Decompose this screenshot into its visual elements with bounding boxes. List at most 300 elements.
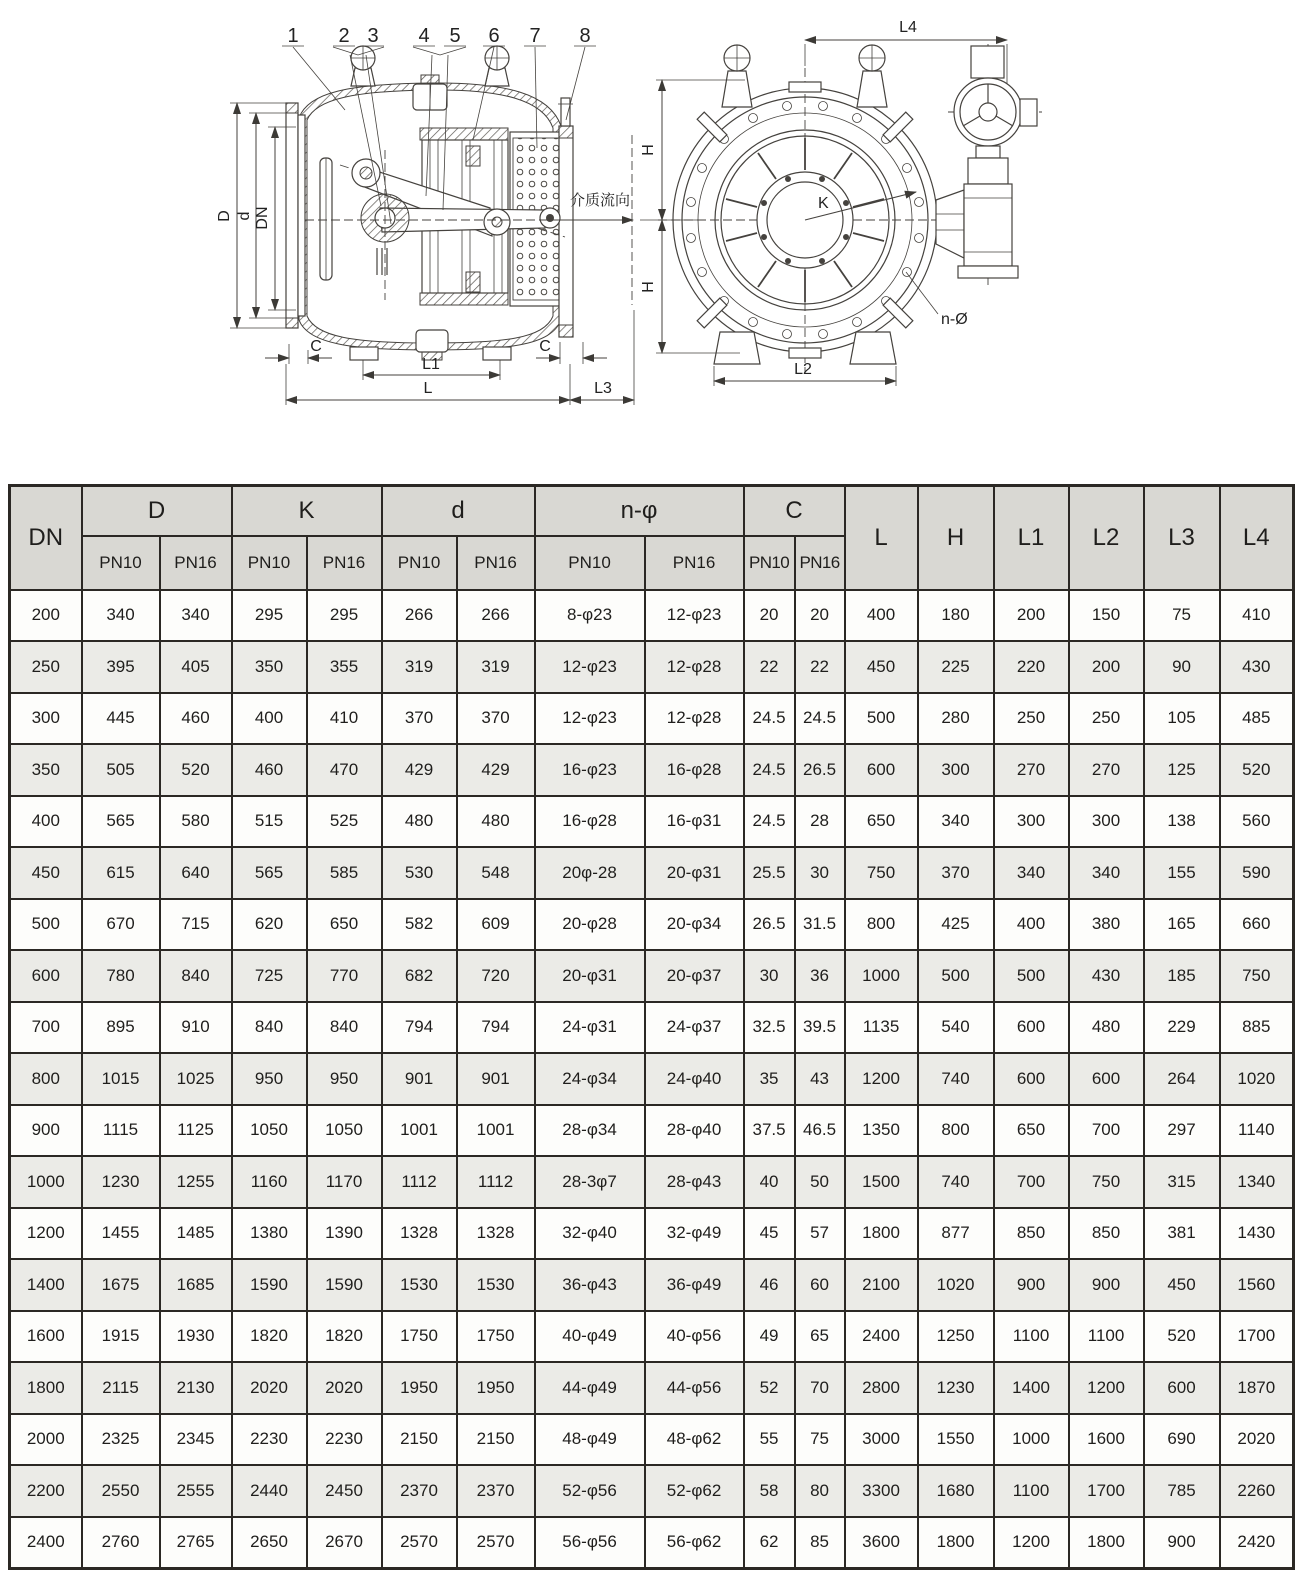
table-cell: 138 bbox=[1144, 796, 1220, 848]
callout-2: 2 bbox=[338, 25, 350, 47]
table-cell: 400 bbox=[232, 693, 307, 745]
table-cell: 280 bbox=[918, 693, 994, 745]
table-cell: 400 bbox=[994, 899, 1069, 951]
table-cell: 430 bbox=[1220, 641, 1294, 693]
table-cell: 48-φ62 bbox=[645, 1414, 744, 1466]
table-cell: 2370 bbox=[382, 1465, 457, 1517]
subheader-n-phi-PN10: PN10 bbox=[535, 536, 645, 590]
table-cell: 1200 bbox=[845, 1053, 918, 1105]
table-cell: 1115 bbox=[82, 1105, 160, 1157]
table-cell: 52 bbox=[744, 1362, 795, 1414]
dim-label-n-phi: n-Ø bbox=[941, 311, 968, 328]
table-cell: 12-φ23 bbox=[645, 590, 744, 642]
table-cell: 297 bbox=[1144, 1105, 1220, 1157]
dim-label-H-upper: H bbox=[640, 144, 657, 156]
actuator bbox=[936, 44, 1042, 285]
table-cell: 229 bbox=[1144, 1002, 1220, 1054]
table-cell: 16-φ28 bbox=[645, 744, 744, 796]
table-cell: 155 bbox=[1144, 847, 1220, 899]
table-cell: 2550 bbox=[82, 1465, 160, 1517]
table-cell: 800 bbox=[845, 899, 918, 951]
table-cell: 500 bbox=[10, 899, 82, 951]
table-cell: 2420 bbox=[1220, 1517, 1294, 1569]
table-cell: 2370 bbox=[457, 1465, 535, 1517]
table-cell: 850 bbox=[994, 1208, 1069, 1260]
table-cell: 39.5 bbox=[795, 1002, 845, 1054]
table-cell: 250 bbox=[994, 693, 1069, 745]
table-cell: 582 bbox=[382, 899, 457, 951]
table-row bbox=[10, 1053, 1294, 1105]
table-cell: 1455 bbox=[82, 1208, 160, 1260]
table-cell: 28-φ40 bbox=[645, 1105, 744, 1157]
table-cell: 548 bbox=[457, 847, 535, 899]
col-group-D: D bbox=[82, 486, 232, 536]
table-cell: 20-φ28 bbox=[535, 899, 645, 951]
table-cell: 56-φ62 bbox=[645, 1517, 744, 1569]
table-cell: 295 bbox=[307, 590, 382, 642]
table-cell: 670 bbox=[82, 899, 160, 951]
table-cell: 840 bbox=[307, 1002, 382, 1054]
table-cell: 794 bbox=[382, 1002, 457, 1054]
table-cell: 28-3φ7 bbox=[535, 1156, 645, 1208]
table-cell: 900 bbox=[1144, 1517, 1220, 1569]
table-cell: 1820 bbox=[232, 1311, 307, 1363]
table-cell: 429 bbox=[382, 744, 457, 796]
table-cell: 1750 bbox=[382, 1311, 457, 1363]
table-cell: 1800 bbox=[918, 1517, 994, 1569]
table-cell: 24-φ34 bbox=[535, 1053, 645, 1105]
table-cell: 270 bbox=[1069, 744, 1144, 796]
table-cell: 1685 bbox=[160, 1259, 232, 1311]
col-header-L2: L2 bbox=[1069, 486, 1144, 590]
table-cell: 1560 bbox=[1220, 1259, 1294, 1311]
table-cell: 250 bbox=[10, 641, 82, 693]
table-cell: 1100 bbox=[1069, 1311, 1144, 1363]
table-cell: 600 bbox=[1144, 1362, 1220, 1414]
table-cell: 1350 bbox=[845, 1105, 918, 1157]
table-cell: 12-φ23 bbox=[535, 641, 645, 693]
table-cell: 1050 bbox=[307, 1105, 382, 1157]
table-cell: 1025 bbox=[160, 1053, 232, 1105]
dim-label-L2: L2 bbox=[794, 361, 812, 378]
table-cell: 266 bbox=[457, 590, 535, 642]
table-cell: 2570 bbox=[382, 1517, 457, 1569]
table-cell: 200 bbox=[1069, 641, 1144, 693]
table-cell: 46.5 bbox=[795, 1105, 845, 1157]
table-cell: 40-φ49 bbox=[535, 1311, 645, 1363]
table-cell: 585 bbox=[307, 847, 382, 899]
table-cell: 70 bbox=[795, 1362, 845, 1414]
table-row bbox=[10, 796, 1294, 848]
table-cell: 37.5 bbox=[744, 1105, 795, 1157]
table-cell: 750 bbox=[1220, 950, 1294, 1002]
table-cell: 36 bbox=[795, 950, 845, 1002]
table-cell: 57 bbox=[795, 1208, 845, 1260]
table-cell: 165 bbox=[1144, 899, 1220, 951]
col-header-L1: L1 bbox=[994, 486, 1069, 590]
table-cell: 2200 bbox=[10, 1465, 82, 1517]
callout-5: 5 bbox=[449, 25, 461, 47]
table-cell: 1112 bbox=[457, 1156, 535, 1208]
table-cell: 85 bbox=[795, 1517, 845, 1569]
table-cell: 1000 bbox=[10, 1156, 82, 1208]
table-cell: 560 bbox=[1220, 796, 1294, 848]
table-cell: 715 bbox=[160, 899, 232, 951]
table-cell: 609 bbox=[457, 899, 535, 951]
table-cell: 520 bbox=[1144, 1311, 1220, 1363]
table-cell: 1800 bbox=[10, 1362, 82, 1414]
table-cell: 60 bbox=[795, 1259, 845, 1311]
table-cell: 2020 bbox=[307, 1362, 382, 1414]
table-cell: 470 bbox=[307, 744, 382, 796]
table-cell: 20-φ31 bbox=[535, 950, 645, 1002]
table-cell: 1750 bbox=[457, 1311, 535, 1363]
table-cell: 46 bbox=[744, 1259, 795, 1311]
table-cell: 600 bbox=[994, 1002, 1069, 1054]
table-cell: 2115 bbox=[82, 1362, 160, 1414]
table-cell: 52-φ56 bbox=[535, 1465, 645, 1517]
dim-label-L1: L1 bbox=[422, 356, 440, 373]
table-cell: 24-φ31 bbox=[535, 1002, 645, 1054]
table-cell: 2130 bbox=[160, 1362, 232, 1414]
table-cell: 410 bbox=[1220, 590, 1294, 642]
table-cell: 56-φ56 bbox=[535, 1517, 645, 1569]
table-cell: 1590 bbox=[307, 1259, 382, 1311]
table-cell: 750 bbox=[845, 847, 918, 899]
callout-4: 4 bbox=[418, 25, 430, 47]
table-cell: 2450 bbox=[307, 1465, 382, 1517]
table-cell: 220 bbox=[994, 641, 1069, 693]
subheader-d-PN16: PN16 bbox=[457, 536, 535, 590]
table-cell: 2555 bbox=[160, 1465, 232, 1517]
table-cell: 640 bbox=[160, 847, 232, 899]
table-cell: 600 bbox=[1069, 1053, 1144, 1105]
table-cell: 900 bbox=[994, 1259, 1069, 1311]
table-cell: 1230 bbox=[82, 1156, 160, 1208]
subheader-C-PN16: PN16 bbox=[795, 536, 845, 590]
table-cell: 1200 bbox=[10, 1208, 82, 1260]
table-cell: 295 bbox=[232, 590, 307, 642]
table-row bbox=[10, 1362, 1294, 1414]
table-cell: 580 bbox=[160, 796, 232, 848]
subheader-C-PN10: PN10 bbox=[744, 536, 795, 590]
table-cell: 62 bbox=[744, 1517, 795, 1569]
table-cell: 3300 bbox=[845, 1465, 918, 1517]
left-view-section bbox=[216, 25, 634, 405]
table-cell: 340 bbox=[160, 590, 232, 642]
table-cell: 850 bbox=[1069, 1208, 1144, 1260]
table-cell: 460 bbox=[160, 693, 232, 745]
table-cell: 300 bbox=[10, 693, 82, 745]
table-cell: 1140 bbox=[1220, 1105, 1294, 1157]
valve-drawing bbox=[0, 0, 1300, 470]
table-cell: 2020 bbox=[1220, 1414, 1294, 1466]
table-row bbox=[10, 1414, 1294, 1466]
table-row bbox=[10, 847, 1294, 899]
table-cell: 750 bbox=[1069, 1156, 1144, 1208]
dim-label-DN: DN bbox=[254, 206, 271, 230]
table-cell: 700 bbox=[1069, 1105, 1144, 1157]
table-cell: 1950 bbox=[457, 1362, 535, 1414]
table-cell: 44-φ56 bbox=[645, 1362, 744, 1414]
table-cell: 650 bbox=[845, 796, 918, 848]
table-cell: 1500 bbox=[845, 1156, 918, 1208]
subheader-d-PN10: PN10 bbox=[382, 536, 457, 590]
table-cell: 20φ-28 bbox=[535, 847, 645, 899]
table-cell: 1700 bbox=[1220, 1311, 1294, 1363]
table-cell: 650 bbox=[994, 1105, 1069, 1157]
table-cell: 1000 bbox=[845, 950, 918, 1002]
table-cell: 264 bbox=[1144, 1053, 1220, 1105]
col-header-dn: DN bbox=[10, 486, 82, 590]
table-cell: 16-φ31 bbox=[645, 796, 744, 848]
table-cell: 2000 bbox=[10, 1414, 82, 1466]
table-cell: 250 bbox=[1069, 693, 1144, 745]
table-cell: 1015 bbox=[82, 1053, 160, 1105]
table-cell: 540 bbox=[918, 1002, 994, 1054]
table-cell: 2765 bbox=[160, 1517, 232, 1569]
table-cell: 1050 bbox=[232, 1105, 307, 1157]
table-cell: 700 bbox=[994, 1156, 1069, 1208]
table-cell: 1170 bbox=[307, 1156, 382, 1208]
table-cell: 180 bbox=[918, 590, 994, 642]
callout-7: 7 bbox=[529, 25, 541, 47]
table-cell: 877 bbox=[918, 1208, 994, 1260]
table-cell: 600 bbox=[994, 1053, 1069, 1105]
table-cell: 1001 bbox=[457, 1105, 535, 1157]
subheader-D-PN10: PN10 bbox=[82, 536, 160, 590]
dim-label-C-right: C bbox=[539, 338, 551, 355]
table-cell: 24-φ40 bbox=[645, 1053, 744, 1105]
table-cell: 319 bbox=[382, 641, 457, 693]
table-cell: 600 bbox=[845, 744, 918, 796]
table-cell: 1020 bbox=[918, 1259, 994, 1311]
table-cell: 26.5 bbox=[744, 899, 795, 951]
table-cell: 225 bbox=[918, 641, 994, 693]
spec-table-body bbox=[10, 590, 1294, 1569]
subheader-K-PN10: PN10 bbox=[232, 536, 307, 590]
table-cell: 460 bbox=[232, 744, 307, 796]
table-cell: 43 bbox=[795, 1053, 845, 1105]
table-cell: 950 bbox=[307, 1053, 382, 1105]
table-cell: 530 bbox=[382, 847, 457, 899]
table-cell: 590 bbox=[1220, 847, 1294, 899]
table-cell: 615 bbox=[82, 847, 160, 899]
table-cell: 620 bbox=[232, 899, 307, 951]
subheader-n-phi-PN16: PN16 bbox=[645, 536, 744, 590]
dim-label-L3: L3 bbox=[594, 380, 612, 397]
table-cell: 58 bbox=[744, 1465, 795, 1517]
table-cell: 1230 bbox=[918, 1362, 994, 1414]
table-cell: 720 bbox=[457, 950, 535, 1002]
table-cell: 505 bbox=[82, 744, 160, 796]
table-cell: 2670 bbox=[307, 1517, 382, 1569]
table-cell: 690 bbox=[1144, 1414, 1220, 1466]
table-cell: 950 bbox=[232, 1053, 307, 1105]
table-cell: 445 bbox=[82, 693, 160, 745]
table-cell: 1680 bbox=[918, 1465, 994, 1517]
table-cell: 450 bbox=[1144, 1259, 1220, 1311]
table-cell: 740 bbox=[918, 1053, 994, 1105]
table-cell: 1390 bbox=[307, 1208, 382, 1260]
table-cell: 350 bbox=[232, 641, 307, 693]
table-cell: 1700 bbox=[1069, 1465, 1144, 1517]
table-cell: 300 bbox=[994, 796, 1069, 848]
table-cell: 800 bbox=[918, 1105, 994, 1157]
table-cell: 840 bbox=[160, 950, 232, 1002]
table-cell: 2325 bbox=[82, 1414, 160, 1466]
table-cell: 36-φ43 bbox=[535, 1259, 645, 1311]
table-cell: 1200 bbox=[994, 1517, 1069, 1569]
table-cell: 1485 bbox=[160, 1208, 232, 1260]
table-cell: 30 bbox=[795, 847, 845, 899]
table-cell: 31.5 bbox=[795, 899, 845, 951]
callout-6: 6 bbox=[488, 25, 500, 47]
table-cell: 340 bbox=[82, 590, 160, 642]
table-cell: 300 bbox=[918, 744, 994, 796]
table-cell: 2150 bbox=[457, 1414, 535, 1466]
table-cell: 3600 bbox=[845, 1517, 918, 1569]
spec-table bbox=[8, 484, 1295, 1570]
table-cell: 52-φ62 bbox=[645, 1465, 744, 1517]
table-cell: 1530 bbox=[382, 1259, 457, 1311]
table-cell: 885 bbox=[1220, 1002, 1294, 1054]
table-cell: 20-φ34 bbox=[645, 899, 744, 951]
dim-label-L4: L4 bbox=[899, 19, 917, 36]
table-cell: 2400 bbox=[845, 1311, 918, 1363]
table-cell: 300 bbox=[1069, 796, 1144, 848]
table-cell: 1001 bbox=[382, 1105, 457, 1157]
table-header bbox=[10, 486, 1294, 590]
table-cell: 515 bbox=[232, 796, 307, 848]
table-cell: 125 bbox=[1144, 744, 1220, 796]
table-cell: 1915 bbox=[82, 1311, 160, 1363]
subheader-D-PN16: PN16 bbox=[160, 536, 232, 590]
table-cell: 45 bbox=[744, 1208, 795, 1260]
table-row bbox=[10, 641, 1294, 693]
table-cell: 3000 bbox=[845, 1414, 918, 1466]
table-cell: 50 bbox=[795, 1156, 845, 1208]
table-row bbox=[10, 1156, 1294, 1208]
table-cell: 1100 bbox=[994, 1465, 1069, 1517]
table-cell: 725 bbox=[232, 950, 307, 1002]
table-cell: 16-φ28 bbox=[535, 796, 645, 848]
table-row bbox=[10, 950, 1294, 1002]
table-cell: 700 bbox=[10, 1002, 82, 1054]
table-cell: 150 bbox=[1069, 590, 1144, 642]
table-cell: 500 bbox=[994, 950, 1069, 1002]
table-cell: 395 bbox=[82, 641, 160, 693]
table-cell: 682 bbox=[382, 950, 457, 1002]
table-cell: 319 bbox=[457, 641, 535, 693]
table-cell: 895 bbox=[82, 1002, 160, 1054]
table-cell: 20 bbox=[795, 590, 845, 642]
table-cell: 1200 bbox=[1069, 1362, 1144, 1414]
table-cell: 200 bbox=[994, 590, 1069, 642]
table-cell: 1800 bbox=[845, 1208, 918, 1260]
table-cell: 380 bbox=[1069, 899, 1144, 951]
right-view-front bbox=[640, 19, 1042, 386]
table-row bbox=[10, 590, 1294, 642]
table-cell: 500 bbox=[845, 693, 918, 745]
flow-direction-label: 介质流向 bbox=[569, 192, 631, 209]
table-cell: 500 bbox=[918, 950, 994, 1002]
table-cell: 900 bbox=[10, 1105, 82, 1157]
table-cell: 1950 bbox=[382, 1362, 457, 1414]
col-group-K: K bbox=[232, 486, 382, 536]
table-row bbox=[10, 1259, 1294, 1311]
table-cell: 450 bbox=[10, 847, 82, 899]
table-cell: 450 bbox=[845, 641, 918, 693]
table-cell: 20 bbox=[744, 590, 795, 642]
table-cell: 565 bbox=[232, 847, 307, 899]
table-cell: 429 bbox=[457, 744, 535, 796]
table-cell: 900 bbox=[1069, 1259, 1144, 1311]
table-cell: 65 bbox=[795, 1311, 845, 1363]
table-cell: 910 bbox=[160, 1002, 232, 1054]
table-cell: 1125 bbox=[160, 1105, 232, 1157]
table-cell: 770 bbox=[307, 950, 382, 1002]
table-cell: 520 bbox=[160, 744, 232, 796]
table-cell: 1820 bbox=[307, 1311, 382, 1363]
table-cell: 2800 bbox=[845, 1362, 918, 1414]
table-cell: 660 bbox=[1220, 899, 1294, 951]
table-cell: 1000 bbox=[994, 1414, 1069, 1466]
table-row bbox=[10, 1311, 1294, 1363]
table-cell: 2760 bbox=[82, 1517, 160, 1569]
table-cell: 12-φ28 bbox=[645, 693, 744, 745]
table-cell: 1530 bbox=[457, 1259, 535, 1311]
dim-label-H-lower: H bbox=[640, 281, 657, 293]
table-cell: 44-φ49 bbox=[535, 1362, 645, 1414]
table-cell: 480 bbox=[457, 796, 535, 848]
table-cell: 32-φ40 bbox=[535, 1208, 645, 1260]
table-cell: 525 bbox=[307, 796, 382, 848]
table-cell: 40 bbox=[744, 1156, 795, 1208]
table-cell: 340 bbox=[994, 847, 1069, 899]
table-cell: 2570 bbox=[457, 1517, 535, 1569]
table-row bbox=[10, 1208, 1294, 1260]
dim-label-K: K bbox=[818, 195, 829, 212]
table-cell: 2100 bbox=[845, 1259, 918, 1311]
table-cell: 485 bbox=[1220, 693, 1294, 745]
table-cell: 400 bbox=[10, 796, 82, 848]
table-cell: 425 bbox=[918, 899, 994, 951]
table-cell: 370 bbox=[457, 693, 535, 745]
dim-label-D: D bbox=[216, 210, 233, 222]
table-cell: 2020 bbox=[232, 1362, 307, 1414]
table-cell: 1340 bbox=[1220, 1156, 1294, 1208]
table-cell: 1328 bbox=[382, 1208, 457, 1260]
table-cell: 8-φ23 bbox=[535, 590, 645, 642]
table-cell: 2150 bbox=[382, 1414, 457, 1466]
table-cell: 1135 bbox=[845, 1002, 918, 1054]
col-header-L: L bbox=[845, 486, 918, 590]
table-cell: 355 bbox=[307, 641, 382, 693]
table-cell: 1328 bbox=[457, 1208, 535, 1260]
table-cell: 1400 bbox=[994, 1362, 1069, 1414]
table-cell: 1430 bbox=[1220, 1208, 1294, 1260]
table-cell: 20-φ37 bbox=[645, 950, 744, 1002]
table-cell: 55 bbox=[744, 1414, 795, 1466]
table-cell: 1020 bbox=[1220, 1053, 1294, 1105]
callout-3: 3 bbox=[367, 25, 379, 47]
table-cell: 28-φ34 bbox=[535, 1105, 645, 1157]
table-cell: 20-φ31 bbox=[645, 847, 744, 899]
table-cell: 740 bbox=[918, 1156, 994, 1208]
table-cell: 2650 bbox=[232, 1517, 307, 1569]
table-cell: 266 bbox=[382, 590, 457, 642]
